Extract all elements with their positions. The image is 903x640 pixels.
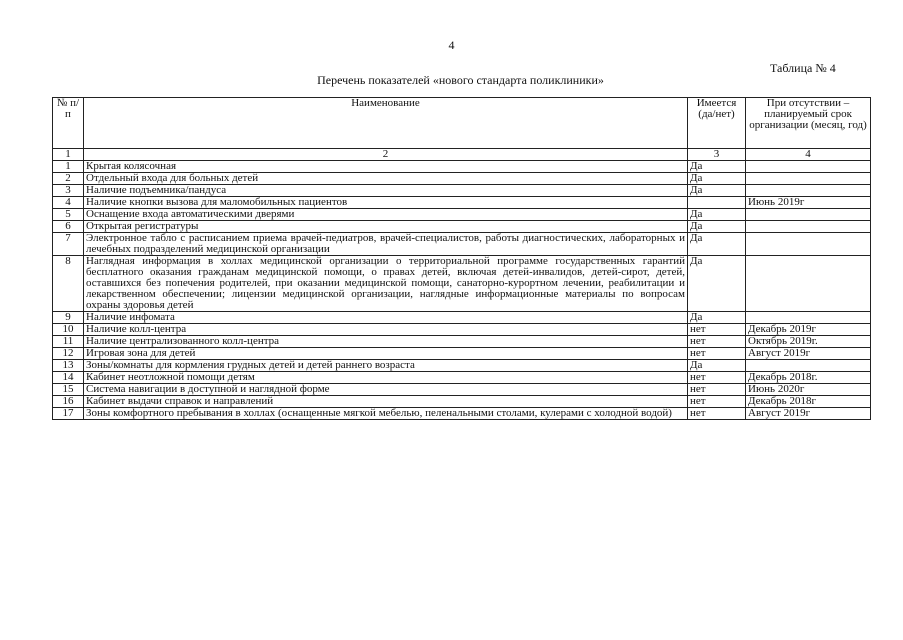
row-planned: Декабрь 2019г	[746, 324, 871, 336]
row-available: Да	[688, 173, 746, 185]
row-planned: Октябрь 2019г.	[746, 336, 871, 348]
row-number: 6	[53, 221, 84, 233]
row-number: 12	[53, 348, 84, 360]
table-row	[53, 185, 871, 197]
header-name: Наименование	[84, 98, 688, 149]
indicators-table	[52, 97, 871, 420]
row-planned	[746, 312, 871, 324]
column-index: 4	[746, 149, 871, 161]
row-available: Да	[688, 221, 746, 233]
table-row	[53, 173, 871, 185]
row-available: нет	[688, 336, 746, 348]
row-available: Да	[688, 360, 746, 372]
row-name: Игровая зона для детей	[84, 348, 688, 360]
row-number: 15	[53, 384, 84, 396]
header-available: Имеется (да/нет)	[688, 98, 746, 149]
column-index: 3	[688, 149, 746, 161]
row-planned	[746, 233, 871, 256]
row-available: нет	[688, 324, 746, 336]
table-body	[53, 161, 871, 420]
row-available: Да	[688, 256, 746, 312]
row-number: 4	[53, 197, 84, 209]
column-index: 1	[53, 149, 84, 161]
row-available: нет	[688, 348, 746, 360]
row-number: 2	[53, 173, 84, 185]
table-row	[53, 396, 871, 408]
row-name: Система навигации в доступной и наглядной форме	[84, 384, 688, 396]
row-available: Да	[688, 185, 746, 197]
table-row	[53, 209, 871, 221]
row-number: 14	[53, 372, 84, 384]
row-number: 11	[53, 336, 84, 348]
row-name: Оснащение входа автоматическими дверями	[84, 209, 688, 221]
header-planned: При отсутствии – планируемый срок организации (месяц, год)	[746, 98, 871, 149]
row-number: 5	[53, 209, 84, 221]
row-planned: Июнь 2019г	[746, 197, 871, 209]
row-planned: Июнь 2020г	[746, 384, 871, 396]
table-row	[53, 384, 871, 396]
row-available: нет	[688, 396, 746, 408]
row-planned	[746, 173, 871, 185]
row-number: 13	[53, 360, 84, 372]
row-name: Наличие подъемника/пандуса	[84, 185, 688, 197]
row-name: Отдельный входа для больных детей	[84, 173, 688, 185]
row-number: 10	[53, 324, 84, 336]
row-available: Да	[688, 161, 746, 173]
table-row	[53, 256, 871, 312]
row-number: 1	[53, 161, 84, 173]
table-row	[53, 312, 871, 324]
row-name: Зоны/комнаты для кормления грудных детей и детей раннего возраста	[84, 360, 688, 372]
row-number: 9	[53, 312, 84, 324]
row-available: Да	[688, 233, 746, 256]
table-row	[53, 372, 871, 384]
row-number: 7	[53, 233, 84, 256]
row-available: Да	[688, 209, 746, 221]
table-header-row	[53, 98, 871, 149]
table-row	[53, 408, 871, 420]
row-name: Открытая регистратуры	[84, 221, 688, 233]
row-available: Да	[688, 312, 746, 324]
row-name: Зоны комфортного пребывания в холлах (оснащенные мягкой мебелью, пеленальными столами, кулерами с холодной водой)	[84, 408, 688, 420]
row-planned	[746, 221, 871, 233]
table-row	[53, 197, 871, 209]
page-number: 4	[448, 38, 455, 52]
row-name: Электронное табло с расписанием приема врачей-педиатров, врачей-специалистов, работы диагностических, лабораторных и лечебных подразделений медицинской организации	[84, 233, 688, 256]
row-planned	[746, 256, 871, 312]
row-name: Наличие централизованного колл-центра	[84, 336, 688, 348]
table-row	[53, 161, 871, 173]
row-name: Наличие инфомата	[84, 312, 688, 324]
row-planned: Август 2019г	[746, 408, 871, 420]
row-name: Наличие кнопки вызова для маломобильных пациентов	[84, 197, 688, 209]
table-row	[53, 348, 871, 360]
row-available	[688, 197, 746, 209]
row-name: Наличие колл-центра	[84, 324, 688, 336]
row-available: нет	[688, 408, 746, 420]
row-planned	[746, 209, 871, 221]
table-row	[53, 324, 871, 336]
row-name: Кабинет неотложной помощи детям	[84, 372, 688, 384]
column-index: 2	[84, 149, 688, 161]
row-planned: Декабрь 2018г	[746, 396, 871, 408]
table-row	[53, 360, 871, 372]
table-row	[53, 221, 871, 233]
row-number: 3	[53, 185, 84, 197]
row-planned	[746, 360, 871, 372]
row-number: 8	[53, 256, 84, 312]
row-available: нет	[688, 372, 746, 384]
header-num: № п/п	[53, 98, 84, 149]
row-available: нет	[688, 384, 746, 396]
table-row	[53, 233, 871, 256]
column-index-row	[53, 149, 871, 161]
table-caption: Таблица № 4	[770, 61, 836, 75]
row-planned	[746, 161, 871, 173]
row-planned: Август 2019г	[746, 348, 871, 360]
row-number: 16	[53, 396, 84, 408]
row-planned: Декабрь 2018г.	[746, 372, 871, 384]
row-number: 17	[53, 408, 84, 420]
document-title: Перечень показателей «нового стандарта поликлиники»	[317, 73, 604, 87]
table-row	[53, 336, 871, 348]
row-planned	[746, 185, 871, 197]
row-name: Крытая колясочная	[84, 161, 688, 173]
row-name: Кабинет выдачи справок и направлений	[84, 396, 688, 408]
row-name: Наглядная информация в холлах медицинской организации о территориальной программе государственных гарантий бесплатного оказания гражданам медицинской помощи, о правах детей, включая детей-инвалидов, детей-сирот, детей, оставшихся без попечения родителей, при оказании медицинской помощи, санаторно-курортном лечении, реабилитации и лекарственном обеспечении; лицензии медицинской организации, наглядные информационные материалы по вопросам охраны здоровья детей	[84, 256, 688, 312]
